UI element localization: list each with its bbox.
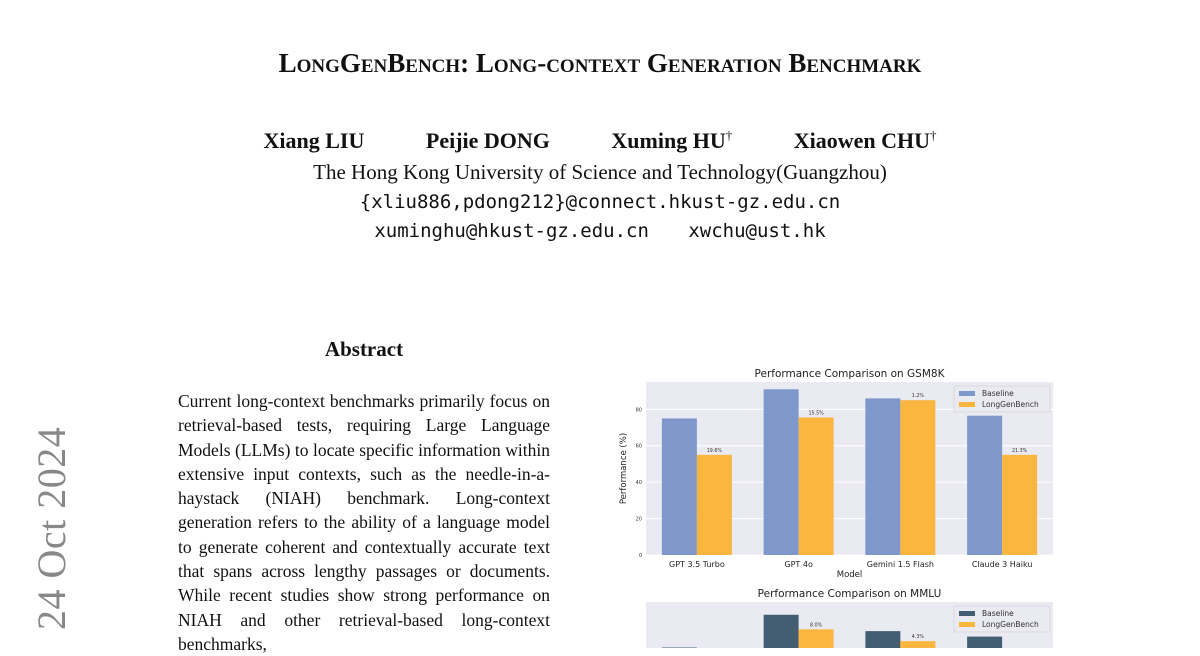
- bar-annotation: 19.6%: [707, 448, 723, 454]
- y-tick-label: 0: [639, 553, 642, 559]
- bar-annotation: 15.5%: [809, 411, 825, 417]
- author-list: [0, 128, 1200, 154]
- y-tick-label: 60: [636, 444, 642, 450]
- paper-title: [0, 48, 1200, 79]
- legend-swatch: [959, 622, 975, 627]
- x-tick-label: Gemini 1.5 Flash: [867, 560, 934, 569]
- bar-annotation: 1.2%: [912, 393, 925, 399]
- bar-longgenbench: [900, 400, 935, 555]
- author-1: Xiang LIU: [264, 128, 365, 153]
- author-4: Xiaowen CHU†: [794, 128, 937, 153]
- arxiv-date-stamp: 24 Oct 2024: [28, 430, 76, 630]
- legend-label: Baseline: [982, 389, 1014, 398]
- x-tick-label: GPT 3.5 Turbo: [669, 560, 725, 569]
- x-axis-label: Model: [837, 570, 863, 580]
- email-line-1: {xliu886,pdong212}@connect.hkust-gz.edu.cn: [0, 191, 1200, 213]
- bar-baseline: [764, 615, 799, 648]
- bar-longgenbench: [1002, 455, 1037, 555]
- legend-label: LongGenBench: [982, 620, 1039, 629]
- bar-longgenbench: [697, 455, 732, 555]
- bar-baseline: [967, 416, 1002, 555]
- bar-baseline: [865, 631, 900, 648]
- bar-baseline: [764, 389, 799, 555]
- email-xuming: xuminghu@hkust-gz.edu.cn: [374, 220, 649, 242]
- bar-baseline: [967, 637, 1002, 648]
- legend-swatch: [959, 611, 975, 616]
- legend-label: LongGenBench: [982, 400, 1039, 409]
- affiliation: The Hong Kong University of Science and Technology(Guangzhou): [0, 160, 1200, 185]
- email-xiaowen: xwchu@ust.hk: [688, 220, 825, 242]
- author-3: Xuming HU†: [611, 128, 732, 153]
- chart-title-1: Performance Comparison on GSM8K: [755, 368, 946, 380]
- bar-baseline: [662, 418, 697, 555]
- bar-annotation: 8.0%: [810, 622, 823, 628]
- y-axis-label: Performance (%): [619, 433, 629, 504]
- y-tick-label: 40: [636, 480, 642, 486]
- y-tick-label: 80: [636, 407, 642, 413]
- author-2: Peijie DONG: [426, 128, 550, 153]
- x-tick-label: GPT 4o: [784, 560, 813, 569]
- bar-annotation: 21.3%: [1012, 448, 1028, 454]
- paper-title-text: LongGenBench: Long-context Generation Benchmark: [279, 48, 922, 78]
- legend-swatch: [959, 391, 975, 396]
- bar-annotation: 4.3%: [912, 634, 925, 640]
- bar-longgenbench: [900, 641, 935, 648]
- bar-longgenbench: [799, 629, 834, 648]
- y-tick-label: 20: [636, 517, 642, 523]
- x-tick-label: Claude 3 Haiku: [972, 560, 1033, 569]
- abstract-text: Current long-context benchmarks primarily focus on retrieval-based tests, requiring Large Language Models (LLMs) to locate specific information within extensive input contexts, such as the needle-in-a-haystack (NIAH) benchmark. Long-context generation refers to the ability of a language model to generate coherent and contextually accurate text that spans across lengthy passages or documents. While recent studies show strong performance on NIAH and other retrieval-based long-context benchmarks,: [178, 389, 550, 656]
- abstract-heading: Abstract: [178, 337, 550, 362]
- figure-performance-comparison: [612, 362, 1062, 648]
- legend-swatch: [959, 402, 975, 407]
- bar-baseline: [865, 398, 900, 555]
- bar-longgenbench: [799, 418, 834, 555]
- legend-label: Baseline: [982, 609, 1014, 618]
- email-line-2: [0, 220, 1200, 242]
- chart-title-2: Performance Comparison on MMLU: [758, 588, 942, 600]
